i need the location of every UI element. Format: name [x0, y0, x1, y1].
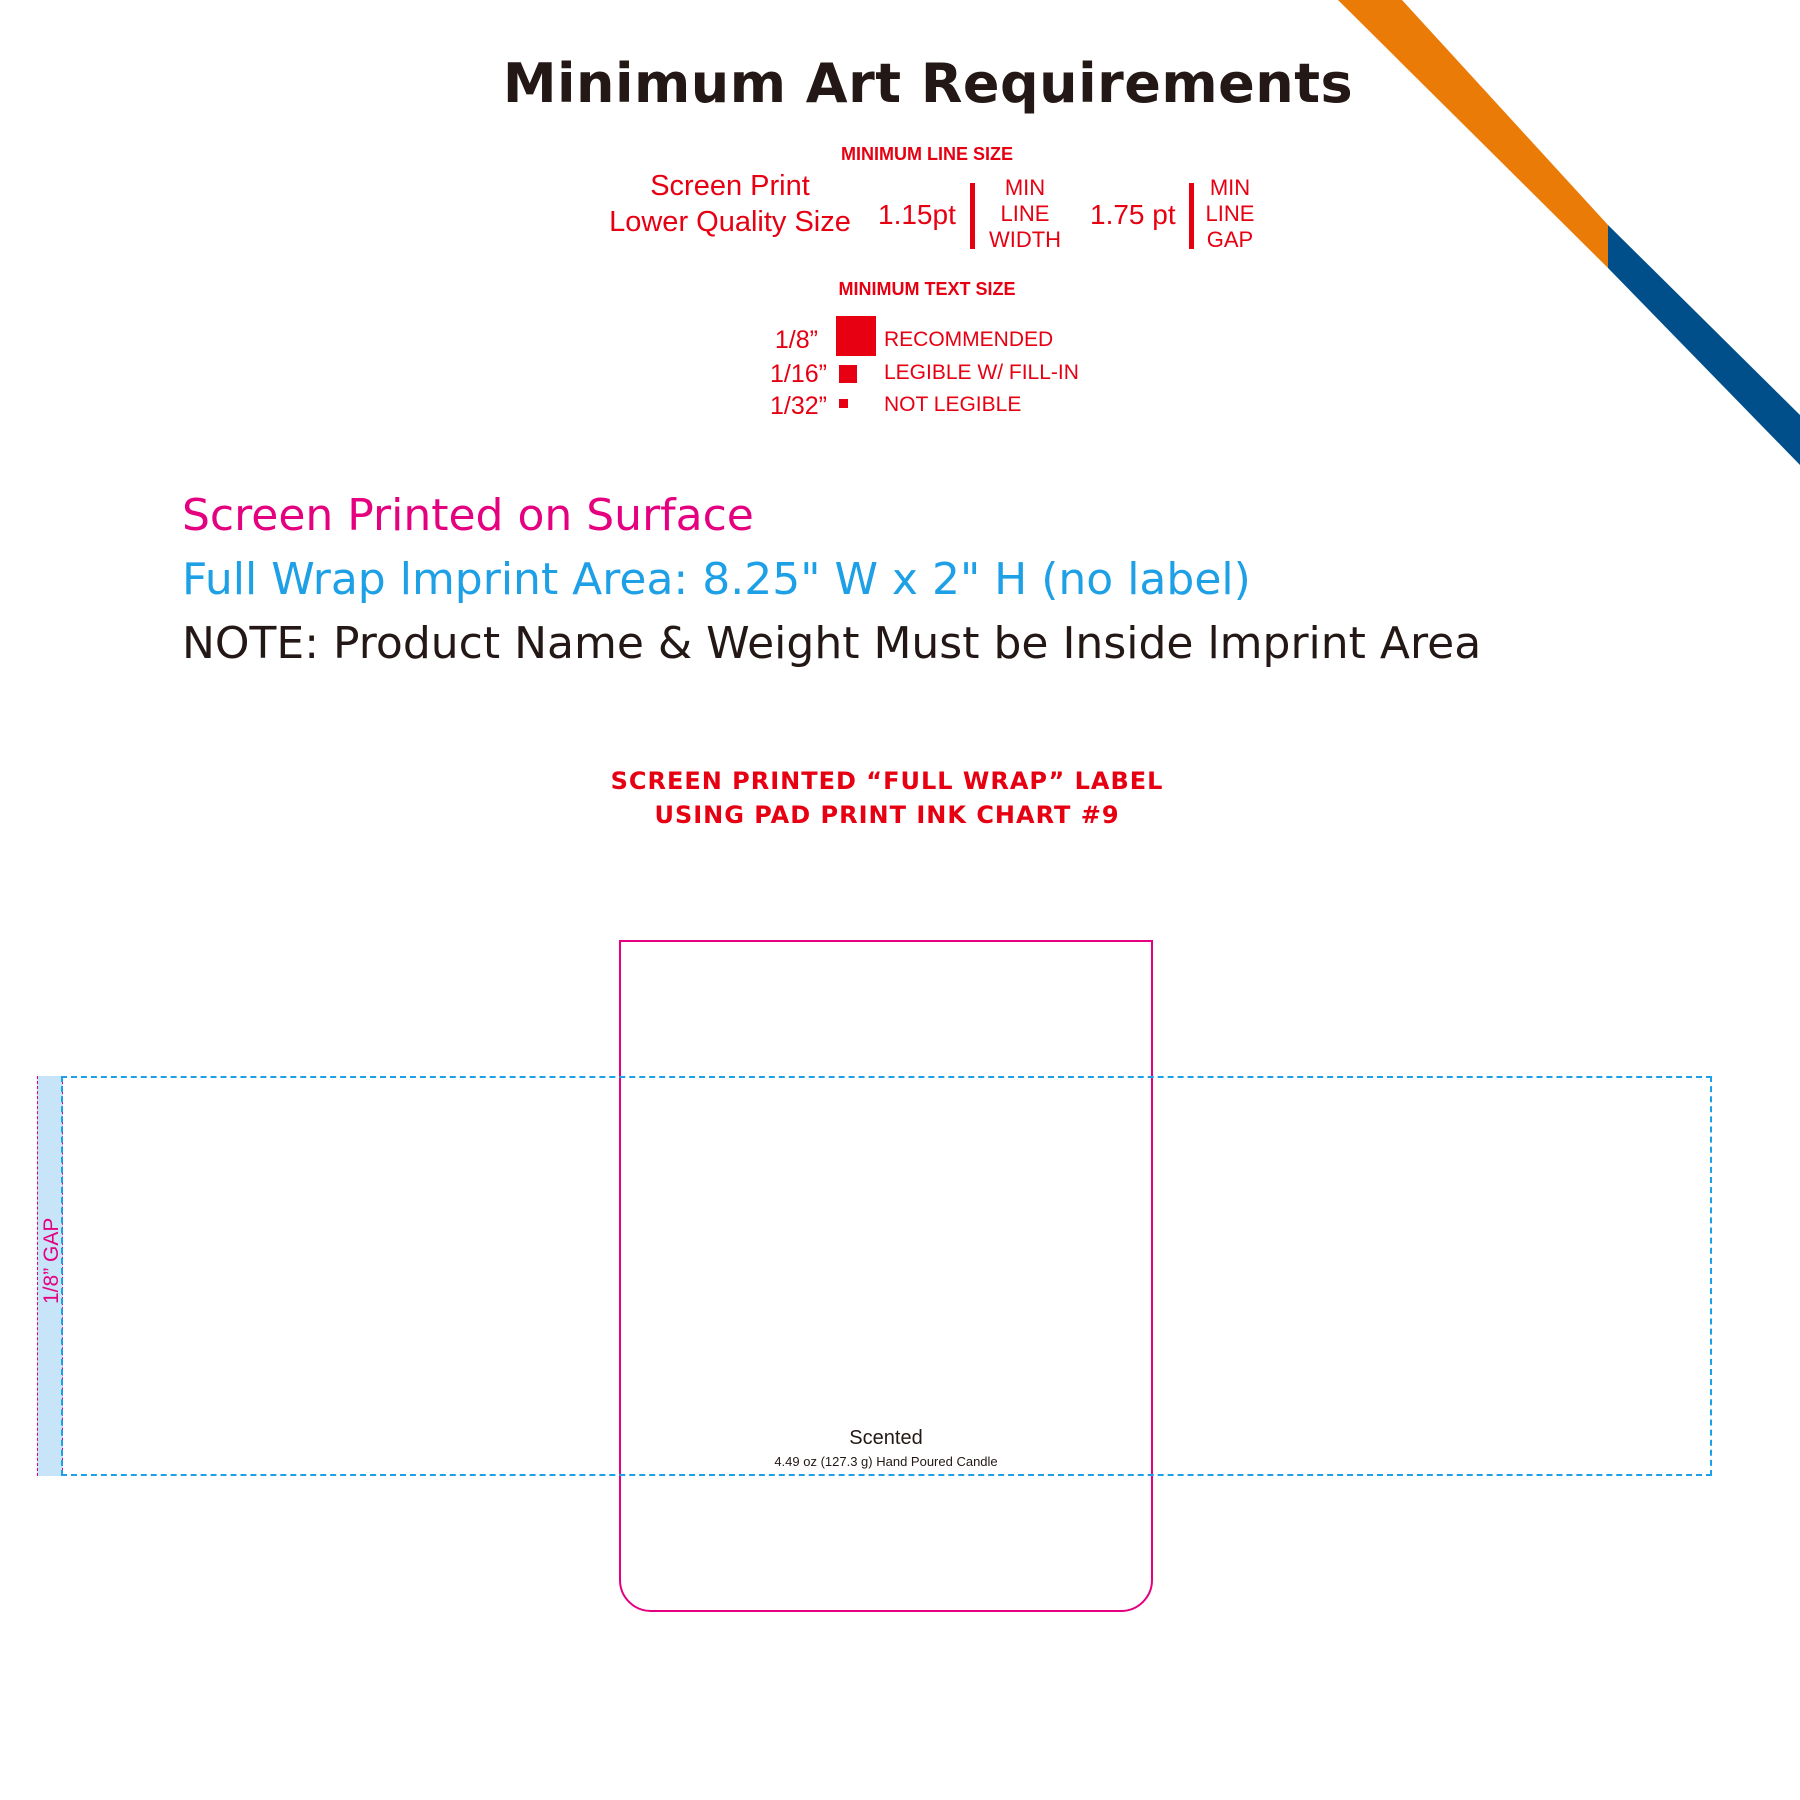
blue-stripe: [1608, 225, 1800, 465]
placement-note: NOTE: Product Name & Weight Must be Inside lmprint Area: [182, 618, 1482, 669]
min-line-gap-value: 1.75 pt: [1090, 199, 1176, 230]
product-weight: 4.49 oz (127.3 g) Hand Poured Candle: [774, 1454, 998, 1469]
text-size-row-3-size: 1/32”: [770, 392, 827, 420]
print-method-line2: Lower Quality Size: [609, 206, 851, 238]
label-heading-line1: SCREEN PRINTED “FULL WRAP” LABEL: [610, 767, 1164, 795]
size-sample-large: [836, 316, 876, 356]
orange-stripe: [1338, 0, 1608, 268]
min-text-size-heading: MINIMUM TEXT SIZE: [838, 279, 1016, 299]
size-sample-small: [839, 399, 848, 408]
text-size-row-3-label: NOT LEGIBLE: [884, 393, 1022, 416]
size-sample-medium: [839, 365, 857, 383]
min-line-size-heading: MINIMUM LINE SIZE: [841, 144, 1013, 164]
print-method-line1: Screen Print: [650, 170, 810, 202]
gap-label: 1/8” GAP: [40, 1217, 63, 1304]
text-size-row-2-size: 1/16”: [770, 360, 827, 388]
min-line-gap-label: MIN LINE GAP: [1205, 175, 1255, 252]
min-line-width-value: 1.15pt: [878, 199, 956, 230]
text-size-row-1-size: 1/8”: [774, 326, 818, 354]
text-size-row-2-label: LEGIBLE W/ FILL-IN: [884, 361, 1079, 384]
line-width-sample: [970, 183, 975, 249]
print-method-label: [580, 168, 880, 240]
imprint-area-info: Full Wrap lmprint Area: 8.25" W x 2" H (no label): [182, 554, 1251, 605]
imprint-area-outline: [61, 1076, 1712, 1476]
label-heading: [387, 764, 1387, 832]
product-name: Scented: [849, 1427, 923, 1449]
page-title: Minimum Art Requirements: [502, 52, 1354, 115]
print-method-info: Screen Printed on Surface: [182, 490, 754, 541]
line-gap-sample: [1189, 183, 1194, 249]
min-line-width-label: MIN LINE WIDTH: [988, 175, 1062, 252]
label-heading-line2: USING PAD PRINT INK CHART #9: [654, 801, 1120, 829]
text-size-row-1-label: RECOMMENDED: [884, 328, 1054, 351]
